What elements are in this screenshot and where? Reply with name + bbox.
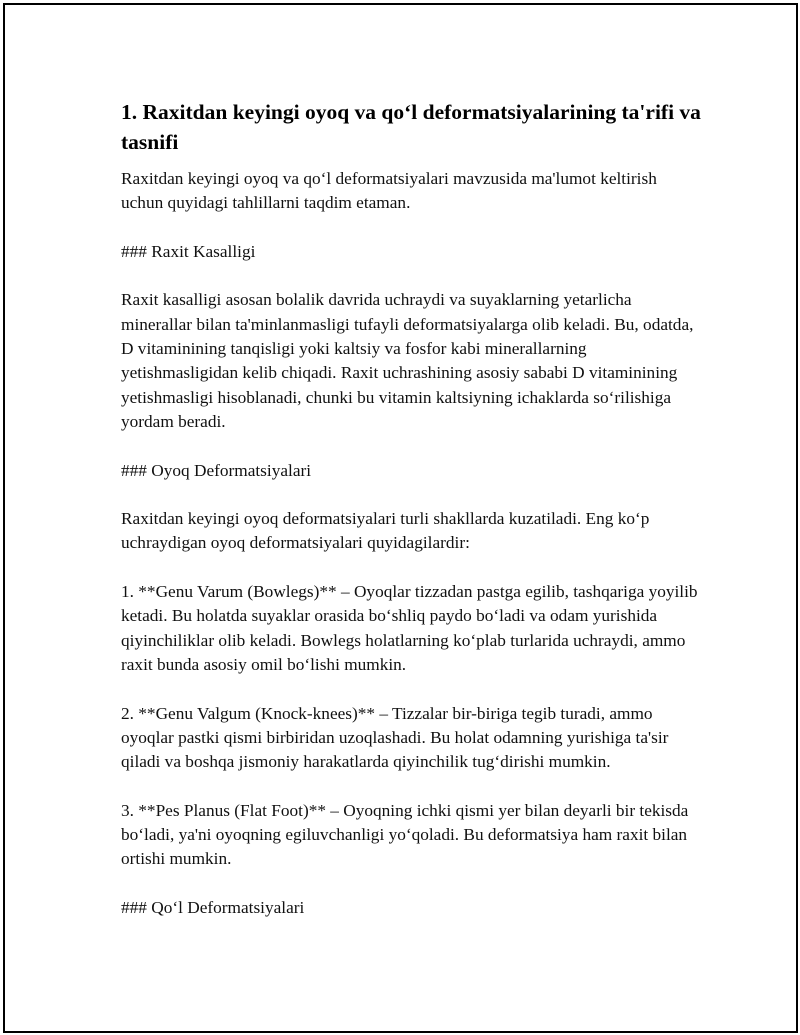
list-item-genu-valgum: 2. **Genu Valgum (Knock-knees)** – Tizzalar bir-biriga tegib turadi, ammo oyoqlar pastki qismi birbiridan uzoqlashadi. Bu holat odamning yurishiga ta'sir qiladi va boshqa jismoniy harakatlarda qiyinchilik tug‘dirishi mumkin. (121, 703, 669, 772)
intro-paragraph: Raxitdan keyingi oyoq va qo‘l deformatsiyalari mavzusida ma'lumot keltirish uchun quyidagi tahlillarni taqdim etaman. (121, 169, 657, 213)
list-item-pes-planus: 3. **Pes Planus (Flat Foot)** – Oyoqning ichki qismi yer bilan deyarli bir tekisda bo‘ladi, ya'ni oyoqning egiluvchanligi yo‘qoladi. Bu deformatsiya ham raxit bilan ortishi mumkin. (121, 800, 689, 869)
document-content (121, 97, 701, 945)
document-page (3, 3, 798, 1033)
document-title: 1. Raxitdan keyingi oyoq va qo‘l deformatsiyalarining ta'rifi va tasnifi (121, 100, 701, 154)
section-heading-qol: ### Qo‘l Deformatsiyalari (121, 897, 305, 917)
section-heading-oyoq: ### Oyoq Deformatsiyalari (121, 460, 312, 480)
raxit-paragraph: Raxit kasalligi asosan bolalik davrida uchraydi va suyaklarning yetarlicha minerallar bilan ta'minlanmasligi tufayli deformatsiyalarga olib keladi. Bu, odatda, D vitaminining tanqisligi yoki kaltsiy va fosfor kabi minerallarning yetishmasligidan kelib chiqadi. Raxit uchrashining asosiy sababi D vitaminining yetishmasligi hisoblanadi, chunki bu vitamin kaltsiyning ichaklarda so‘rilishiga yordam beradi. (121, 290, 694, 431)
section-heading-raxit: ### Raxit Kasalligi (121, 241, 256, 261)
list-item-genu-varum: 1. **Genu Varum (Bowlegs)** – Oyoqlar tizzadan pastga egilib, tashqariga yoyilib ketadi. Bu holatda suyaklar orasida bo‘shliq paydo bo‘ladi va odam yurishida qiyinchiliklar olib keladi. Bowlegs holatlarning ko‘plab turlarida uchraydi, ammo raxit bunda asosiy omil bo‘lishi mumkin. (121, 582, 698, 674)
oyoq-intro-paragraph: Raxitdan keyingi oyoq deformatsiyalari turli shakllarda kuzatiladi. Eng ko‘p uchraydigan oyoq deformatsiyalari quyidagilardir: (121, 509, 650, 553)
